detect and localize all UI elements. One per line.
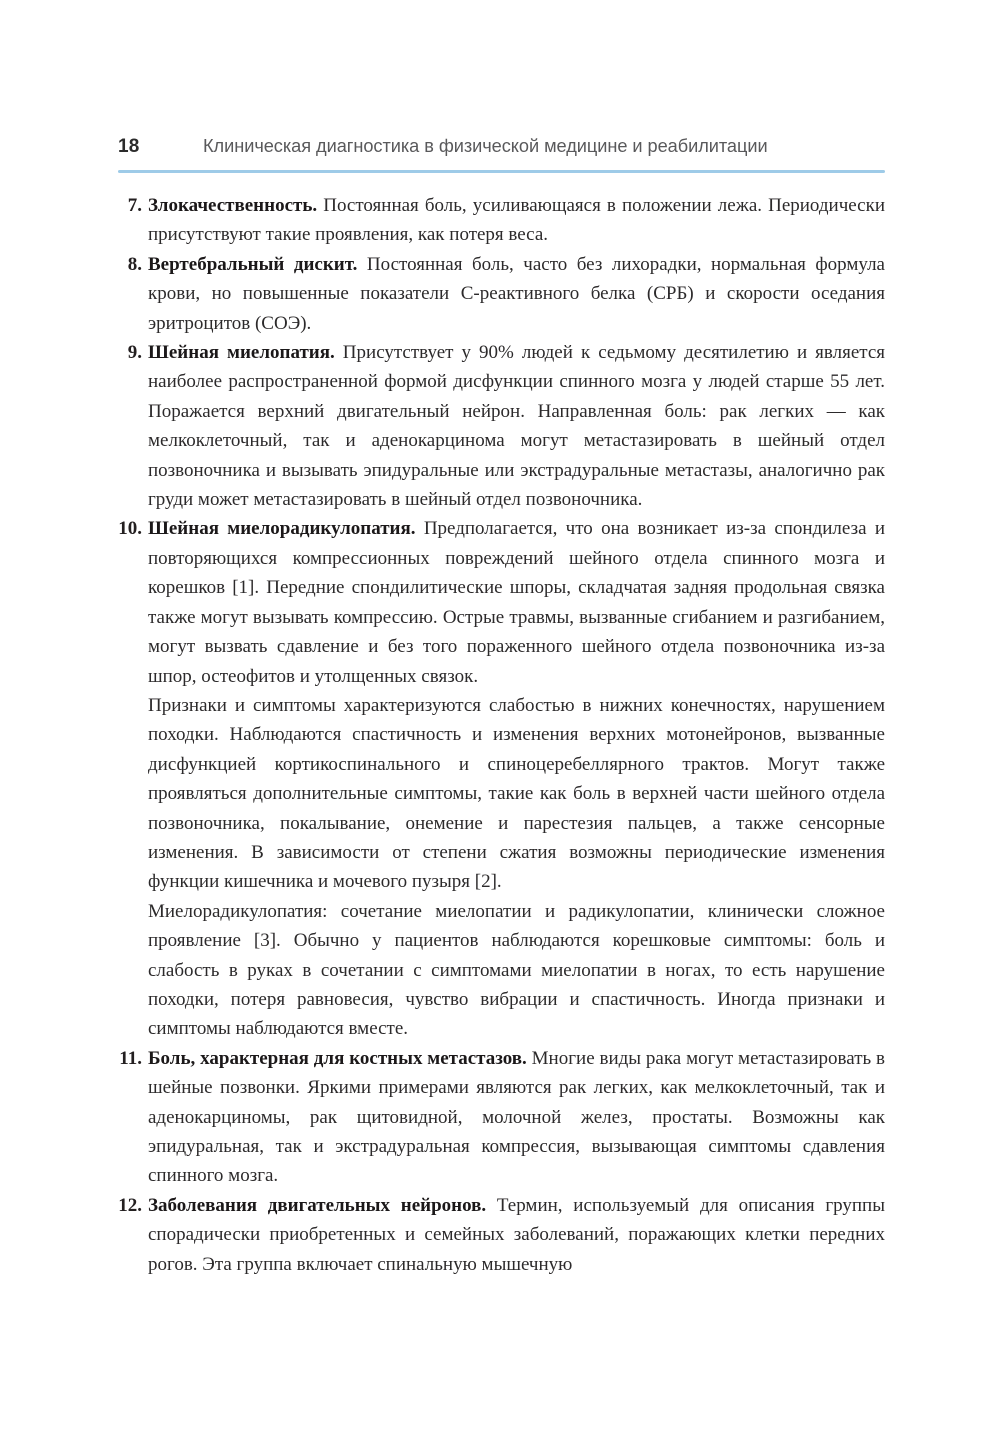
list-item-lead: Злокачественность.	[148, 195, 318, 216]
list-item-text: Многие виды рака могут метастазировать в шейные позвонки. Яркими примерами являются рак легких, как мелкоклеточный, так и аденокарциномы, рак щитовидной, молочной желез, простаты. Возможны как эпидуральная, так и экстрадуральная компрессия, вызывающая симптомы сдавления спинного мозга.	[148, 1047, 885, 1187]
list-item-lead: Боль, характерная для костных метастазов.	[148, 1047, 527, 1069]
list-item-paragraph: Миелорадикулопатия: сочетание миелопатии и радикулопатии, клинически сложное проявление [3]. Обычно у пациентов наблюдаются корешковые симптомы: боль и слабость в руках в сочетании с симптомами миелопатии в ногах, то есть нарушение походки, потеря равновесия, чувство вибрации и спастичность. Иногда признаки и симптомы наблюдаются вместе.	[148, 900, 885, 1040]
list-item	[118, 1191, 885, 1279]
list-item-text: Предполагается, что она возникает из-за спондилеза и повторяющихся компрессионных повреждений шейного отдела спинного мозга и корешков [1]. Передние спондилитические шпоры, складчатая задняя продольная связка также могут вызывать компрессию. Острые травмы, вызванные сгибанием и разгибанием, могут вызвать сдавление и без того пораженного шейного отдела позвоночника из-за шпор, остеофитов и утолщенных связок.	[148, 518, 885, 687]
page-number: 18	[118, 136, 140, 157]
list-item-text: Присутствует у 90% людей к седьмому десятилетию и является наиболее распространенной формой дисфункции спинного мозга у людей старше 55 лет. Поражается верхний двигательный нейрон. Направленная боль: рак легких — как мелкоклеточный, так и аденокарцинома могут метастазировать в шейный отдел позвоночника и вызывать эпидуральные или экстрадуральные метастазы, аналогично рак груди может метастазировать в шейный отдел позвоночника.	[148, 342, 885, 511]
list-item-lead: Заболевания двигательных нейронов.	[148, 1194, 487, 1216]
list-item-number: 8.	[127, 253, 142, 275]
list-item	[118, 514, 885, 1043]
list-item-paragraph	[148, 514, 885, 690]
list-item-paragraph: Признаки и симптомы характеризуются слабостью в нижних конечностях, нарушением походки. Наблюдаются спастичность и изменения верхних мотонейронов, вызванные дисфункцией кортикоспинального и спиноцеребеллярного трактов. Могут также проявляться дополнительные симптомы, такие как боль в верхней части шейного отдела позвоночника, покалывание, онемение и парестезия пальцев, а также сенсорные изменения. В зависимости от степени сжатия возможны периодические изменения функции кишечника и мочевого пузыря [2].	[148, 694, 885, 893]
list-item-paragraph	[148, 191, 885, 250]
list-item	[118, 338, 885, 514]
list-item-lead: Шейная миелорадикулопатия.	[148, 518, 416, 540]
list-item-lead: Вертебральный дискит.	[148, 253, 358, 275]
list-item-number: 9.	[127, 342, 142, 364]
list-item	[118, 191, 885, 250]
list-item-number: 10.	[118, 518, 142, 540]
list-item	[118, 1044, 885, 1191]
list-item	[118, 250, 885, 338]
running-head	[118, 136, 885, 162]
list-item-paragraph	[148, 1044, 885, 1191]
list-item-paragraph	[148, 250, 885, 338]
list-item-number: 7.	[127, 195, 142, 216]
list-item-number: 12.	[118, 1194, 142, 1216]
list-item-number: 11.	[119, 1047, 142, 1069]
list-item-lead: Шейная миелопатия.	[148, 342, 335, 364]
header-rule-divider	[118, 170, 885, 173]
list-item-paragraph	[148, 338, 885, 514]
running-head-title: Клиническая диагностика в физической медицине и реабилитации	[203, 136, 768, 156]
body-column	[118, 191, 885, 1279]
list-item-paragraph	[148, 1191, 885, 1279]
list-item-text: Постоянная боль, усиливающаяся в положении лежа. Периодически присутствуют такие проявления, как потеря веса.	[148, 195, 885, 246]
list-item-text: Термин, используемый для описания группы спорадически приобретенных и семейных заболеваний, поражающих клетки передних рогов. Эта группа включает спинальную мышечную	[148, 1194, 885, 1275]
list-item-text: Постоянная боль, часто без лихорадки, нормальная формула крови, но повышенные показатели С-реактивного белка (СРБ) и скорости оседания эритроцитов (СОЭ).	[148, 253, 885, 334]
